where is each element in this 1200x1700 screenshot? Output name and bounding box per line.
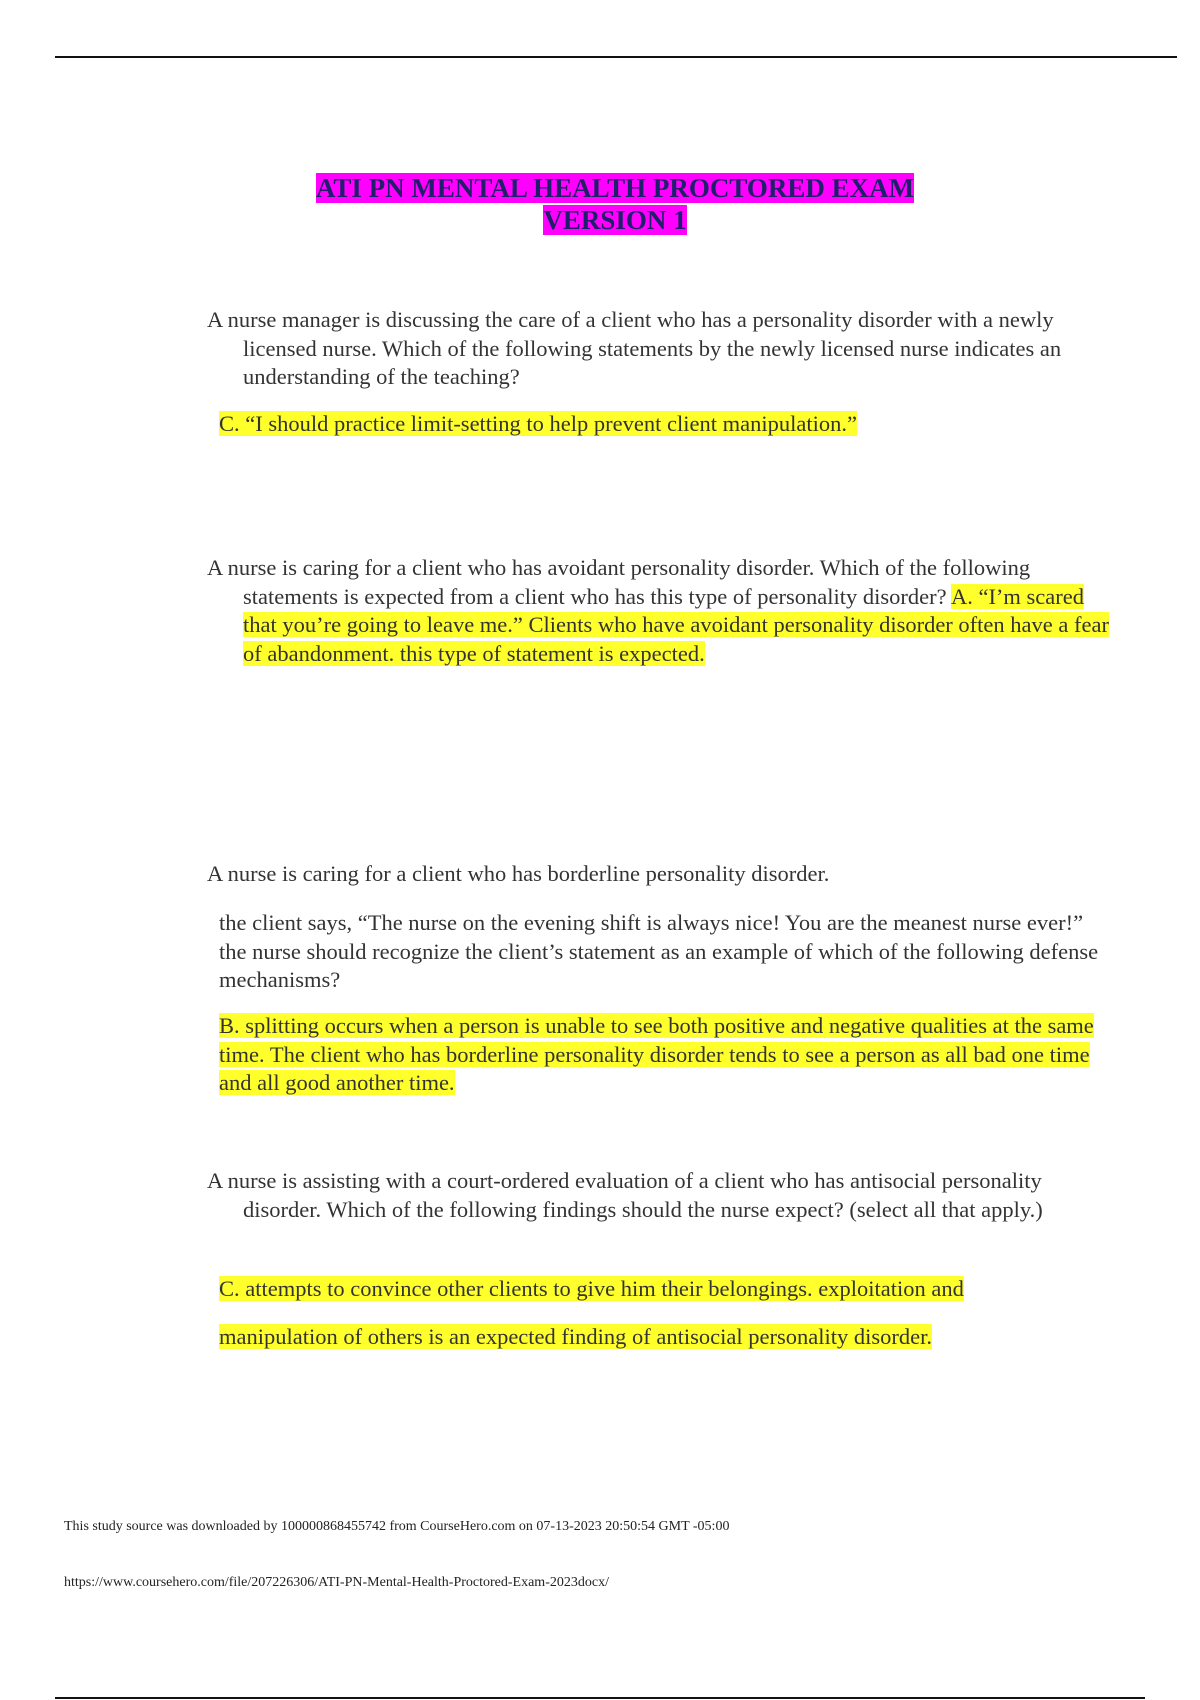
question-2-text: A nurse is caring for a client who has avoidant personality disorder. Which of the following statements is expected from a client who has this type of personality disorder?	[207, 555, 1031, 609]
question-2	[207, 554, 1123, 668]
answer-highlight: manipulation of others is an expected finding of antisocial personality disorder.	[219, 1324, 932, 1349]
download-note: This study source was downloaded by 100000868455742 from CourseHero.com on 07-13-2023 20:50:54 GMT -05:00	[64, 1519, 730, 1534]
question-3-text: A nurse is caring for a client who has borderline personality disorder.	[207, 861, 830, 886]
question-3-continuation: the client says, “The nurse on the evening shift is always nice! You are the meanest nurse ever!” the nurse should recognize the client’s statement as an example of which of the following defense mechanisms?	[219, 910, 1099, 992]
question-1-answer	[219, 410, 857, 439]
document-title	[0, 172, 1200, 236]
answer-highlight: B. splitting occurs when a person is unable to see both positive and negative qualities at the same time. The client who has borderline personality disorder tends to see a person as all bad one time and all good another time.	[219, 1013, 1094, 1095]
question-4-answer-line-2	[219, 1323, 932, 1352]
title-line-1: ATI PN MENTAL HEALTH PROCTORED EXAM	[315, 173, 915, 203]
question-3-answer	[219, 1012, 1099, 1098]
answer-highlight: C. “I should practice limit-setting to help prevent client manipulation.”	[219, 411, 857, 436]
title-line-2: VERSION 1	[543, 205, 687, 235]
bottom-divider	[55, 1697, 1145, 1699]
source-url[interactable]: https://www.coursehero.com/file/207226306/ATI-PN-Mental-Health-Proctored-Exam-2023docx/	[64, 1575, 609, 1590]
question-2-answer: A. “I’m scared that you’re going to leave me.” Clients who have avoidant personality disorder often have a fear of abandonment. this type of statement is expected.	[243, 583, 1109, 666]
question-1-text: A nurse manager is discussing the care of a client who has a personality disorder with a newly licensed nurse. Which of the following statements by the newly licensed nurse indicates an understanding of the teaching?	[207, 307, 1062, 389]
top-divider	[55, 56, 1177, 58]
question-4-answer-line-1	[219, 1275, 964, 1304]
answer-highlight: C. attempts to convince other clients to give him their belongings. exploitation and	[219, 1276, 964, 1301]
question-4-text: A nurse is assisting with a court-ordered evaluation of a client who has antisocial personality disorder. Which of the following findings should the nurse expect? (select all that apply.)	[207, 1168, 1043, 1222]
